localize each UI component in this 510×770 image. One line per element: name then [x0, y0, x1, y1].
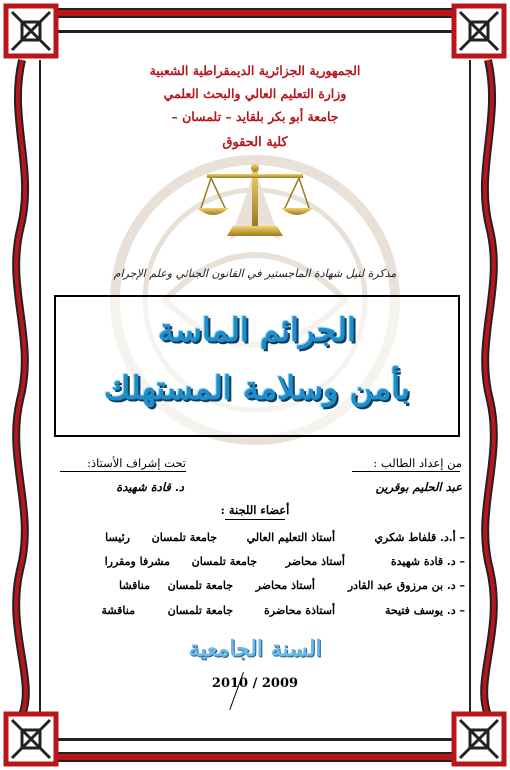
member-name: – د. بن مرزوق عبد القادر	[347, 579, 465, 592]
academic-year-value: 2010 / 2009	[211, 676, 299, 691]
thesis-title-line-1: الجرائم الماسة	[157, 311, 357, 349]
scales-of-justice-icon	[195, 160, 315, 240]
academic-year-label: السنة الجامعية	[188, 636, 322, 662]
member-role: مناقشة	[101, 604, 135, 617]
degree-statement: مذكرة لنيل شهادة الماجستير في القانون الجنائي وعلم الإجرام	[113, 267, 397, 280]
member-university: جامعة تلمسان	[167, 604, 233, 617]
thesis-title-line-2: بأمن وسلامة المستهلك	[104, 369, 410, 407]
student-name: عبد الحليم بوقرين	[375, 480, 462, 494]
committee-label: أعضاء اللجنة :	[220, 503, 290, 517]
member-rank: أستاذ التعليم العالي	[246, 531, 335, 544]
member-name: – أ.د. قلفاط شكري	[374, 531, 465, 544]
ministry-name: وزارة التعليم العالي والبحث العلمي	[163, 86, 347, 101]
faculty-name: كلية الحقوق	[222, 135, 288, 150]
member-role: رئيسا	[105, 531, 130, 544]
republic-name: الجمهورية الجزائرية الديمقراطية الشعبية	[149, 63, 361, 78]
member-name: – د. قادة شهيدة	[390, 555, 465, 568]
member-role: مشرفا ومقررا	[104, 555, 170, 568]
member-name: – د. يوسف فتيحة	[385, 604, 465, 617]
thesis-title-box	[54, 295, 460, 437]
member-rank: أستاذة محاضرة	[264, 604, 335, 617]
supervisor-name: د. قادة شهيدة	[116, 480, 184, 494]
member-university: جامعة تلمسان	[167, 579, 233, 592]
member-role: مناقشا	[119, 579, 150, 592]
student-label: من إعداد الطالب :	[373, 456, 462, 470]
committee-member-row	[60, 555, 465, 573]
member-university: جامعة تلمسان	[191, 555, 257, 568]
member-university: جامعة تلمسان	[151, 531, 217, 544]
committee-member-row	[60, 531, 465, 549]
supervisor-label-underline	[60, 471, 186, 472]
supervisor-label: تحت إشراف الأستاذ:	[87, 456, 186, 470]
university-name: جامعة أبو بكر بلقايد – تلمسان –	[171, 109, 339, 124]
committee-label-underline	[225, 519, 285, 520]
member-rank: أستاذ محاضر	[255, 579, 315, 592]
member-rank: أستاذ محاضر	[285, 555, 345, 568]
committee-member-row	[60, 604, 465, 622]
student-label-underline	[352, 471, 460, 472]
committee-member-row	[60, 579, 465, 597]
